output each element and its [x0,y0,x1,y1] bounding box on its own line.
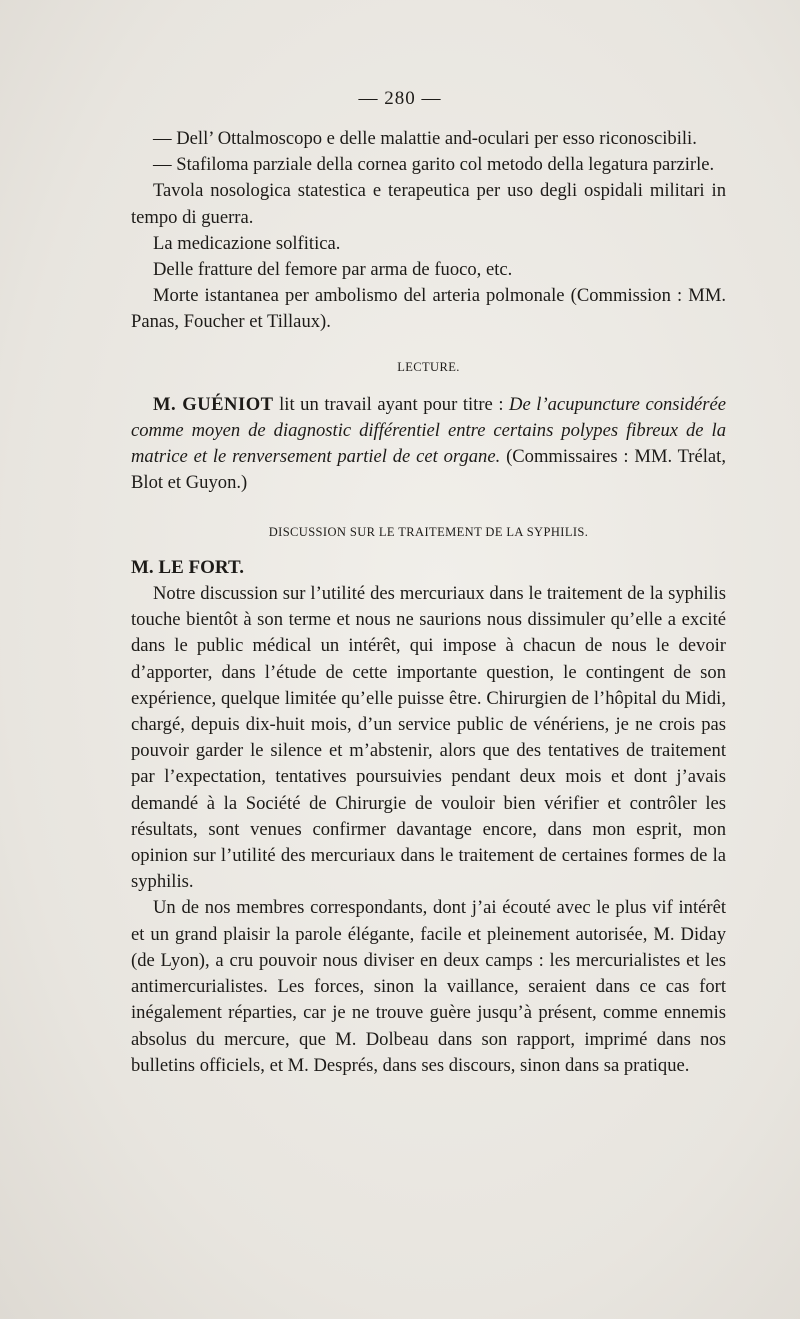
list-item: — Dell’ Ottalmoscopo e delle malattie and-oculari per esso riconoscibili. [153,128,697,149]
list-item: Morte istantanea per ambolismo del arteria polmonale (Commission : MM. Panas, Foucher et Tillaux). [131,285,726,333]
lecture-title: De l’acupuncture considérée comme moyen de diagnostic différentiel entre certains polypes fibreux de la matrice et le renversement partiel de cet organe. [131,393,726,468]
discussion-paragraph: Notre discussion sur l’utilité des mercuriaux dans le traitement de la syphilis touche bientôt à son terme et nous ne saurions nous dissimuler qu’elle a excité dans le public médical un intérêt, qui impose à chacun de nous le devoir d’apporter, dans l’étude de cette importante question, le contingent de son expérience, quelque limitée qu’elle puisse être. Chirurgien de l’hôpital du Midi, chargé, depuis dix-huit mois, d’un service public de vénériens, je ne crois pas pouvoir garder le silence et m’abstenir, alors que des tentatives de traitement par l’expectation, tentatives poursuivies pendant deux mois et dont j’avais demandé à la Société de Chirurgie de vouloir bien vérifier et contrôler les résultats, sont venues confirmer davantage encore, dans mon esprit, mon opinion sur l’utilité des mercuriaux dans le traitement de certaines formes de la syphilis. [131,583,726,893]
list-item: La medicazione solfitica. [153,232,341,254]
list-item: Tavola nosologica statestica e terapeutica per uso degli ospidali militari in tempo di guerra. [131,180,726,228]
discussion-paragraph: Un de nos membres correspondants, dont j’ai écouté avec le plus vif intérêt et un grand plaisir la parole élégante, facile et pleinement autorisée, M. Diday (de Lyon), a cru pouvoir nous diviser en deux camps : les mercurialistes et les antimercurialistes. Les forces, sinon la vaillance, seraient dans ce cas fort inégalement réparties, car je ne trouve guère jusqu’à présent, comme ennemis absolus du mercure, que M. Dolbeau dans son rapport, imprimé dans nos bulletins officiels, et M. Després, dans ses discours, sinon dans sa pratique. [131,897,726,1076]
discussion-speaker [131,555,726,581]
page-body [131,126,726,1079]
lecture-intro: lit un travail ayant pour titre : [273,393,510,415]
lecture-paragraph [131,392,726,497]
lecture-speaker: M. GUÉNIOT [153,393,274,415]
lecture-commissaires: (Commissaires : MM. Trélat, Blot et Guyon.) [131,446,726,494]
list-item: — Stafiloma parziale della cornea garito col metodo della legatura parzirle. [153,154,715,176]
discussion-speaker-name: M. LE FORT. [131,556,244,578]
list-item: Delle fratture del femore par arma de fuoco, etc. [153,259,513,281]
page-number: — 280 — [358,88,442,109]
lecture-heading: LECTURE. [397,359,460,374]
discussion-heading: DISCUSSION SUR LE TRAITEMENT DE LA SYPHILIS. [268,524,589,539]
